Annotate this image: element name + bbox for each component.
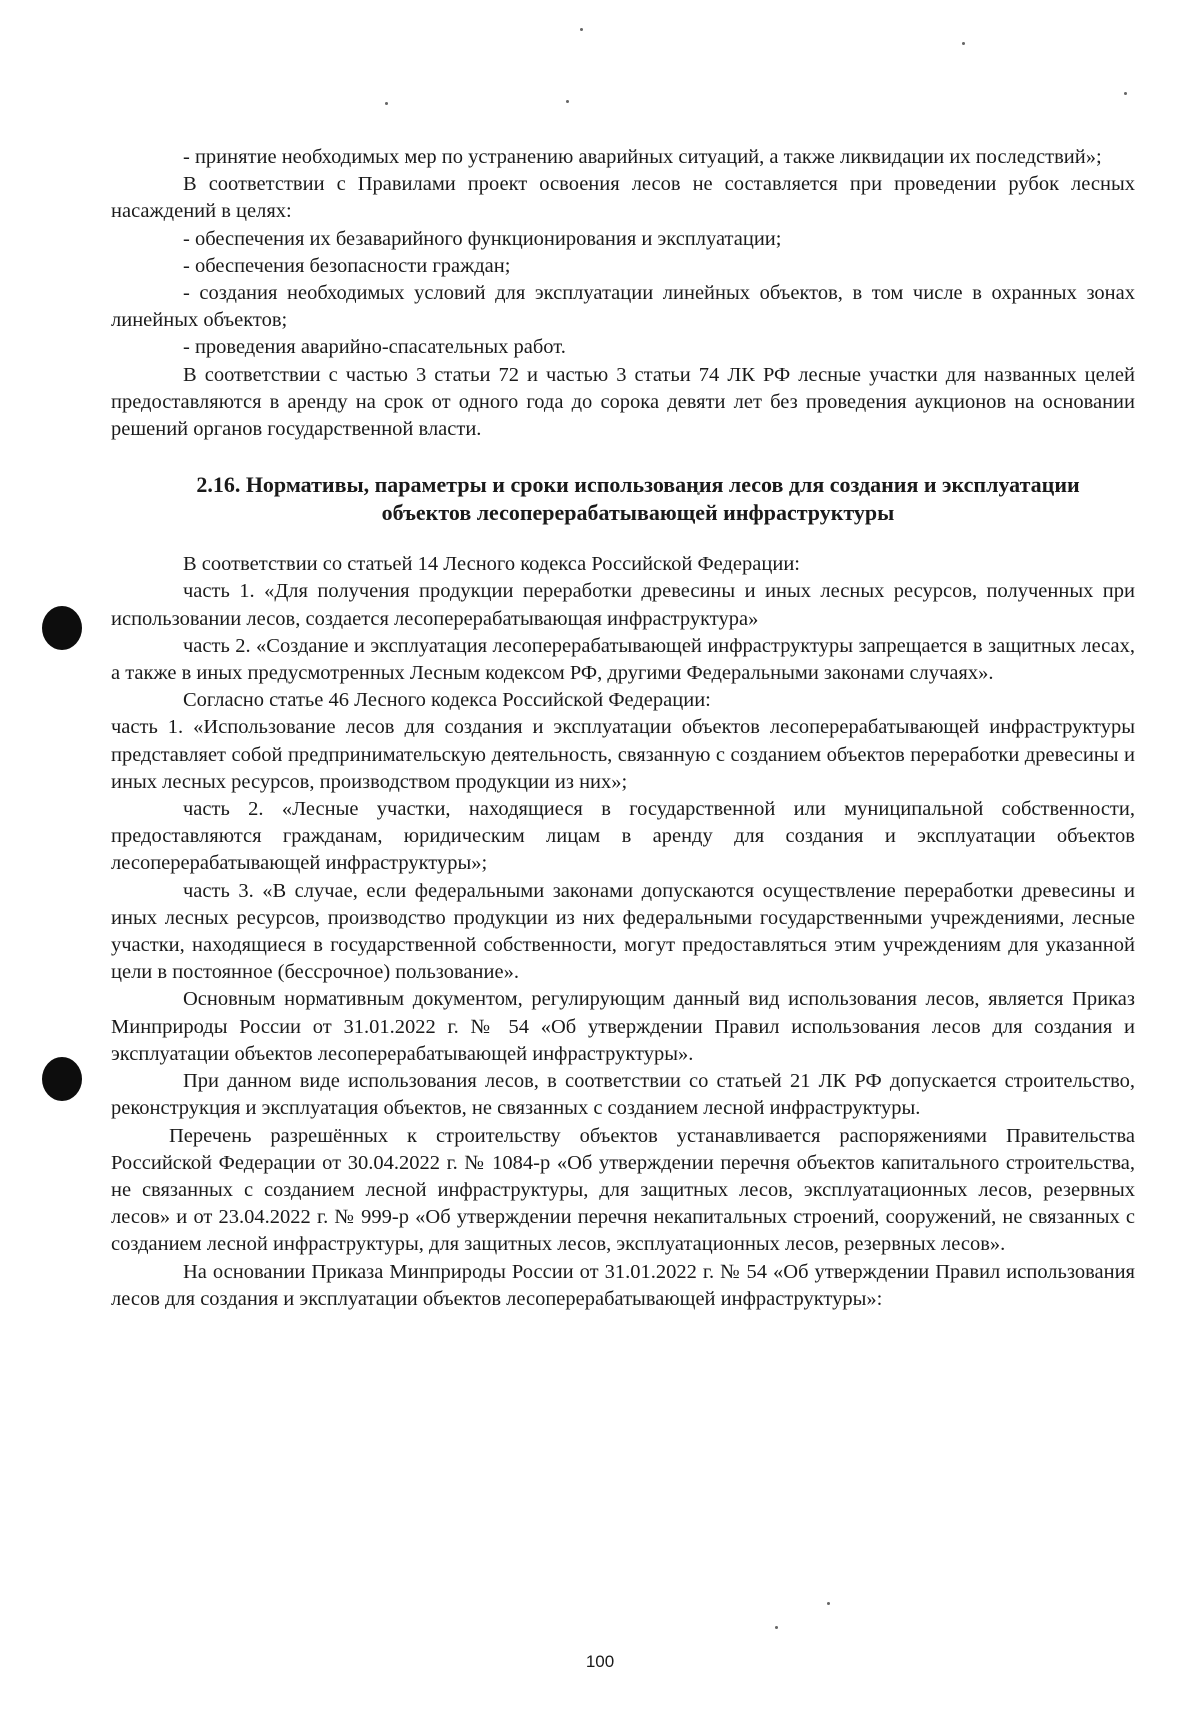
scan-speck <box>566 100 569 103</box>
scan-speck <box>1124 92 1127 95</box>
scan-speck <box>385 102 388 105</box>
paragraph-article-14-part-1: часть 1. «Для получения продукции переработки древесины и иных лесных ресурсов, полученных при использовании лесов, создается лесоперерабатывающая инфраструктура» <box>111 580 1135 630</box>
scan-speck <box>962 42 965 45</box>
list-item-linear-objects: - создания необходимых условий для эксплуатации линейных объектов, в том числе в охранных зонах линейных объектов; <box>111 282 1135 332</box>
paragraph-lease-terms: В соответствии с частью 3 статьи 72 и частью 3 статьи 74 ЛК РФ лесные участки для названных целей предоставляются в аренду на срок от одного года до сорока девяти лет без проведения аукционов на основании решений органов государственной власти. <box>111 363 1135 441</box>
paragraph-main-regulation: Основным нормативным документом, регулирующим данный вид использования лесов, является Приказ Минприроды России от 31.01.2022 г. № 54 «Об утверждении Правил использования лесов для создания и эксплуатации объектов лесоперерабатывающей инфраструктуры». <box>111 988 1135 1065</box>
punch-hole-lower <box>42 1057 82 1101</box>
page-number: 100 <box>585 1652 615 1671</box>
paragraph-article-46: Согласно статье 46 Лесного кодекса Российской Федерации: <box>183 689 711 712</box>
paragraph-rules-exemption: В соответствии с Правилами проект освоения лесов не составляется при проведении рубок лесных насаждений в целях: <box>111 173 1135 223</box>
document-page <box>111 144 1135 1313</box>
list-item-operation: - обеспечения их безаварийного функционирования и эксплуатации; <box>183 227 782 250</box>
paragraph-article-46-part-3: часть 3. «В случае, если федеральными законами допускаются осуществление переработки древесины и иных лесных ресурсов, производство продукции из них федеральными государственными учреждениями, лесные участки, находящиеся в государственной собственности, могут предоставляться этим учреждениям для указанной цели в постоянное (бессрочное) пользование». <box>111 879 1135 984</box>
scan-speck <box>827 1602 830 1605</box>
list-item-rescue-works: - проведения аварийно-спасательных работ. <box>183 336 566 359</box>
paragraph-permitted-objects: Перечень разрешённых к строительству объектов устанавливается распоряжениями Правительства Российской Федерации от 30.04.2022 г. № 1084-р «Об утверждении перечня объектов капитального строительства, не связанных с созданием лесной инфраструктуры, для защитных лесов, эксплуатационных лесов, резервных лесов» и от 23.04.2022 г. № 999-р «Об утверждении перечня некапитальных строений, сооружений, не связанных с созданием лесной инфраструктуры, для защитных лесов, эксплуатационных лесов, резервных лесов». <box>111 1124 1135 1256</box>
paragraph-article-14-part-2: часть 2. «Создание и эксплуатация лесоперерабатывающей инфраструктуры запрещается в защитных лесах, а также в иных предусмотренных Лесным кодексом РФ, другими Федеральными законами случаях». <box>111 634 1135 685</box>
list-item-safety: - обеспечения безопасности граждан; <box>183 254 511 277</box>
paragraph-article-46-part-1: часть 1. «Использование лесов для создания и эксплуатации объектов лесоперерабатывающей инфраструктуры представляет собой предпринимательскую деятельность, связанную с созданием объектов переработки древесины и иных лесных ресурсов, производством продукции из них»; <box>111 716 1135 793</box>
section-heading: 2.16. Нормативы, параметры и сроки использования лесов для создания и эксплуатации объектов лесоперерабатывающей инфраструктуры <box>196 472 1080 526</box>
scan-speck <box>775 1626 778 1629</box>
paragraph-emergency-measures: - принятие необходимых мер по устранению аварийных ситуаций, а также ликвидации их последствий»; <box>183 146 1102 168</box>
punch-hole-upper <box>42 606 82 650</box>
paragraph-order-54: На основании Приказа Минприроды России от 31.01.2022 г. № 54 «Об утверждении Правил использования лесов для создания и эксплуатации объектов лесоперерабатывающей инфраструктуры»: <box>111 1260 1135 1310</box>
scan-speck <box>580 28 583 31</box>
paragraph-article-21: При данном виде использования лесов, в соответствии со статьей 21 ЛК РФ допускается строительство, реконструкция и эксплуатация объектов, не связанных с созданием лесной инфраструктуры. <box>111 1070 1135 1120</box>
paragraph-article-14: В соответствии со статьей 14 Лесного кодекса Российской Федерации: <box>183 553 800 576</box>
paragraph-article-46-part-2: часть 2. «Лесные участки, находящиеся в государственной или муниципальной собственности, предоставляются гражданам, юридическим лицам в аренду для создания и эксплуатации объектов лесоперерабатывающей инфраструктуры»; <box>111 798 1135 875</box>
